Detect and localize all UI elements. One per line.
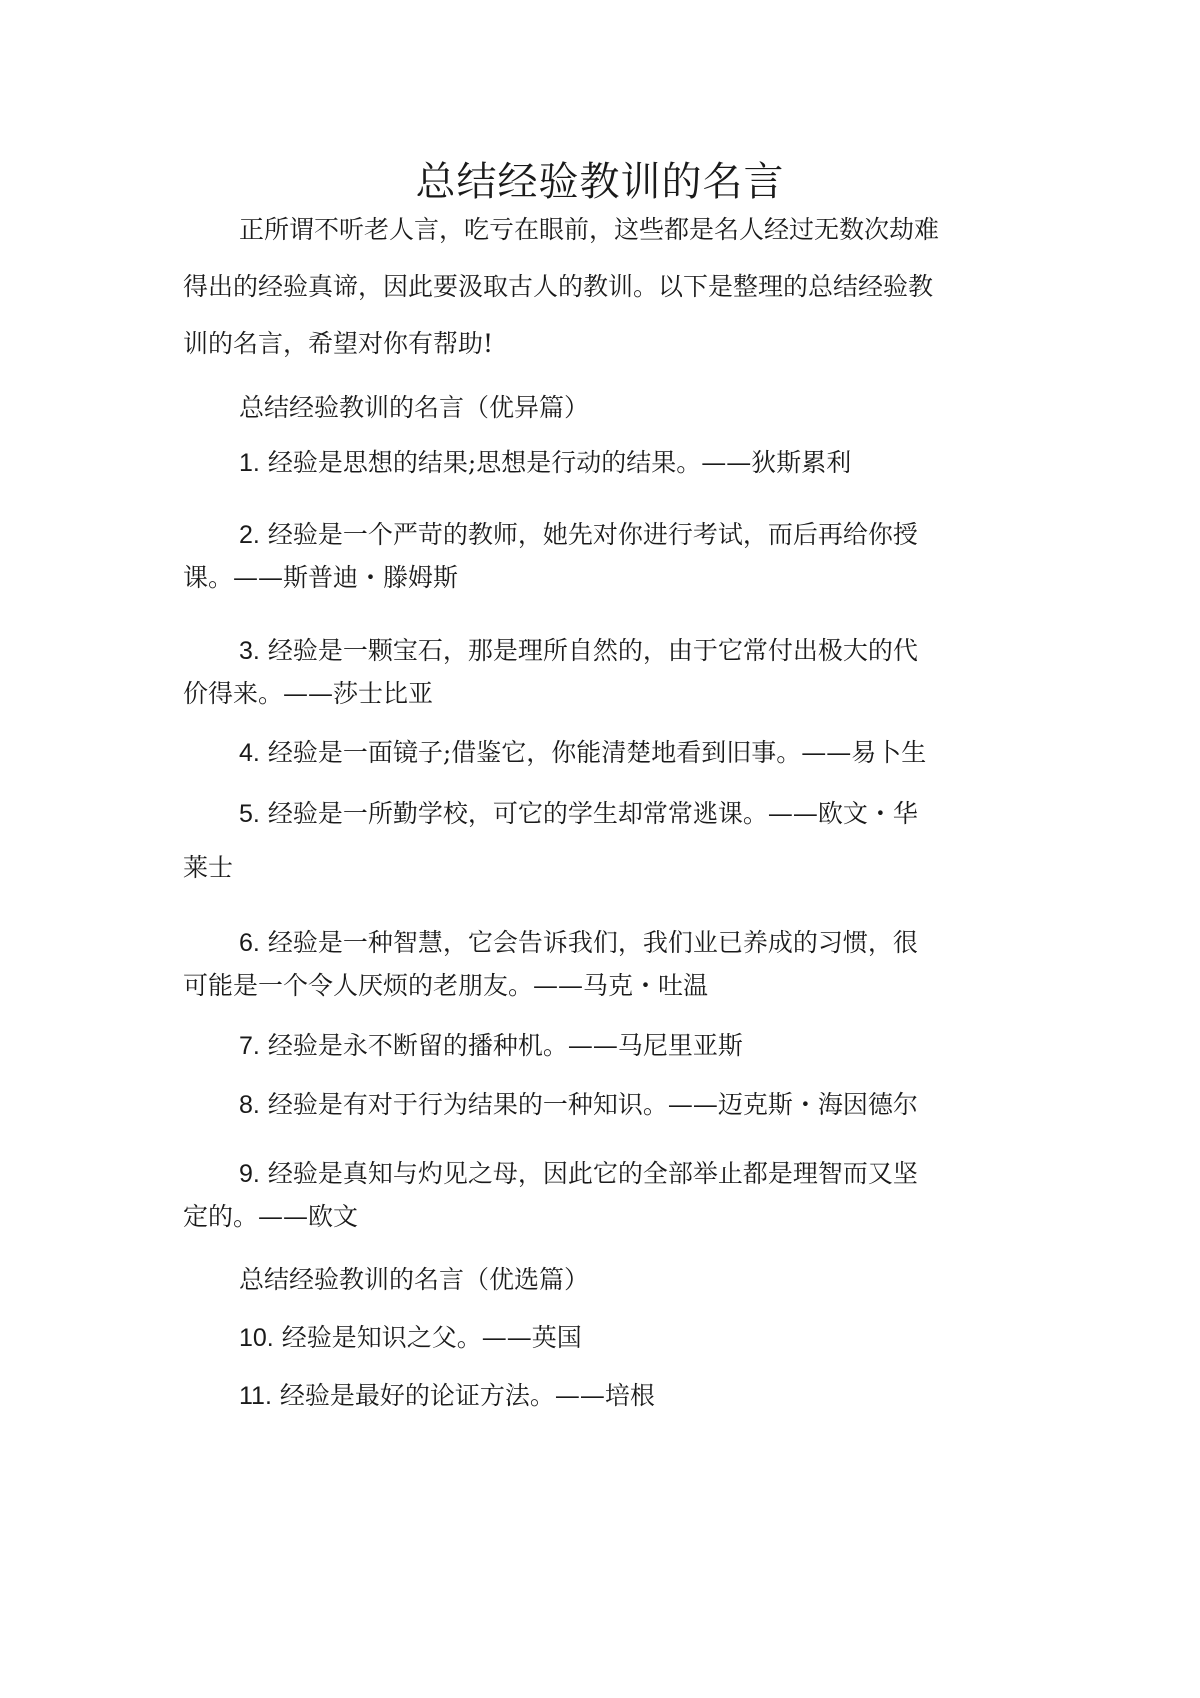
quote-text: 经验是一个严苛的教师，她先对你进行考试，而后再给你授: [267, 520, 918, 549]
intro-line-1: 正所谓不听老人言，吃亏在眼前，这些都是名人经过无数次劫难: [239, 215, 940, 244]
quote-7: [239, 1026, 1041, 1062]
quote-text: 经验是一颗宝石，那是理所自然的，由于它常付出极大的代: [267, 636, 918, 665]
quote-text: 经验是一种智慧，它会告诉我们，我们业已养成的习惯，很: [267, 928, 918, 957]
quote-9-continuation: 定的。——欧文: [183, 1202, 359, 1231]
quote-number: 7.: [239, 1032, 260, 1060]
page-title: 总结经验教训的名言: [415, 159, 785, 205]
quote-number: 1.: [239, 449, 260, 477]
quote-3: [239, 631, 1041, 667]
intro-line-3: 训的名言，希望对你有帮助!: [183, 329, 494, 358]
quote-text: 经验是有对于行为结果的一种知识。——迈克斯・海因德尔: [267, 1090, 918, 1119]
quote-text: 经验是一面镜子;借鉴它，你能清楚地看到旧事。——易卜生: [267, 738, 927, 767]
quote-10: [239, 1318, 1041, 1354]
quote-9: [239, 1154, 1041, 1190]
section-heading-2: 总结经验教训的名言（优选篇）: [239, 1265, 590, 1294]
quote-6-continuation: 可能是一个令人厌烦的老朋友。——马克・吐温: [183, 971, 709, 1000]
quote-number: 4.: [239, 739, 260, 767]
quote-number: 10.: [239, 1324, 274, 1352]
quote-number: 3.: [239, 637, 260, 665]
quote-11: [239, 1376, 1041, 1412]
quote-4: [239, 733, 1041, 769]
quote-2-continuation: 课。——斯普迪・滕姆斯: [183, 563, 459, 592]
quote-text: 经验是一所勤学校，可它的学生却常常逃课。——欧文・华: [267, 799, 918, 828]
quote-6: [239, 923, 1041, 959]
intro-line-2: 得出的经验真谛，因此要汲取古人的教训。以下是整理的总结经验教: [183, 272, 934, 301]
quote-text: 经验是真知与灼见之母，因此它的全部举止都是理智而又坚: [267, 1159, 918, 1188]
quote-number: 2.: [239, 521, 260, 549]
quote-number: 11.: [239, 1382, 272, 1410]
quote-number: 9.: [239, 1160, 260, 1188]
quote-3-continuation: 价得来。——莎士比亚: [183, 679, 434, 708]
quote-5: [239, 794, 1041, 830]
quote-text: 经验是思想的结果;思想是行动的结果。——狄斯累利: [267, 448, 852, 477]
quote-2: [239, 515, 1041, 551]
quote-1: [239, 443, 1041, 479]
quote-text: 经验是最好的论证方法。——培根: [279, 1381, 655, 1410]
quote-number: 5.: [239, 800, 260, 828]
quote-5-continuation: 莱士: [183, 853, 234, 882]
quote-8: [239, 1085, 1041, 1121]
quote-number: 6.: [239, 929, 260, 957]
quote-text: 经验是知识之父。——英国: [281, 1323, 582, 1352]
quote-number: 8.: [239, 1091, 260, 1119]
section-heading-1: 总结经验教训的名言（优异篇）: [239, 393, 590, 422]
quote-text: 经验是永不断留的播种机。——马尼里亚斯: [267, 1031, 743, 1060]
